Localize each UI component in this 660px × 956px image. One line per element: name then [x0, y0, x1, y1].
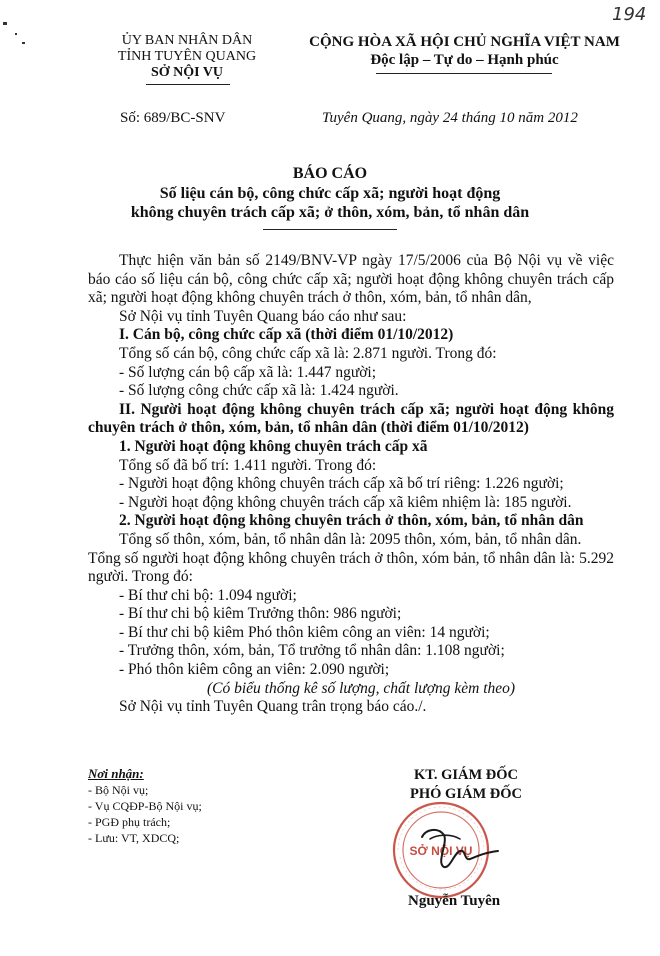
- national-motto: Độc lập – Tự do – Hạnh phúc: [370, 52, 559, 68]
- place-date: Tuyên Quang, ngày 24 tháng 10 năm 2012: [322, 110, 578, 126]
- recipient-item: - Bộ Nội vụ;: [88, 783, 149, 797]
- section-2-heading: II. Người hoạt động không chuyên trách cấp xã; người hoạt động không chuyên trách ở thôn, xóm, bản, tổ nhân dân (thời điểm 01/10/2012): [88, 400, 614, 437]
- section-2-2-item: - Trưởng thôn, xóm, bản, Tổ trưởng tổ nhân dân: 1.108 người;: [119, 642, 505, 660]
- recipient-item: - PGĐ phụ trách;: [88, 815, 171, 829]
- issuer-underline: [146, 84, 230, 85]
- report-intro: Sở Nội vụ tỉnh Tuyên Quang báo cáo như sau:: [119, 307, 407, 325]
- attachment-note: (Có biểu thống kê số lượng, chất lượng kèm theo): [206, 679, 516, 697]
- seal-text: SỞ NỘI VỤ: [409, 844, 473, 858]
- page-number: 194: [612, 4, 647, 25]
- national-title: CỘNG HÒA XÃ HỘI CHỦ NGHĨA VIỆT NAM: [309, 34, 620, 50]
- intro-paragraph: Thực hiện văn bản số 2149/BNV-VP ngày 17/5/2006 của Bộ Nội vụ về việc báo cáo số liệu cán bộ, công chức cấp xã; người hoạt động không chuyên trách cấp xã; người hoạt động không chuyên trách ở thôn, xóm, bản, tổ nhân dân,: [88, 252, 614, 307]
- recipients-block: [88, 766, 202, 846]
- signer-name: Nguyễn Tuyên: [408, 893, 501, 909]
- section-2-2-heading: 2. Người hoạt động không chuyên trách ở thôn, xóm, bản, tổ nhân dân: [119, 512, 584, 530]
- issuer-line-3: SỞ NỘI VỤ: [150, 65, 224, 80]
- section-1-item: - Số lượng công chức cấp xã là: 1.424 người.: [119, 382, 399, 400]
- section-2-2-item: - Bí thư chi bộ kiêm Phó thôn kiêm công an viên: 14 người;: [119, 623, 490, 641]
- report-subtitle-2: không chuyên trách cấp xã; ở thôn, xóm, bản, tổ nhân dân: [130, 204, 530, 221]
- national-motto-block: [297, 33, 632, 69]
- report-title: BÁO CÁO: [292, 165, 368, 182]
- section-2-1-item: - Người hoạt động không chuyên trách cấp xã kiêm nhiệm là: 185 người.: [119, 493, 572, 511]
- issuer-block: [92, 33, 282, 81]
- recipient-item: - Vụ CQĐP-Bộ Nội vụ;: [88, 799, 202, 813]
- section-1-total: Tổng số cán bộ, công chức cấp xã là: 2.871 người. Trong đó:: [119, 344, 497, 362]
- issuer-line-1: ỦY BAN NHÂN DÂN: [121, 33, 253, 48]
- scan-speck: [22, 42, 25, 44]
- document-number: Số: 689/BC-SNV: [120, 110, 226, 126]
- closing-line: Sở Nội vụ tỉnh Tuyên Quang trân trọng báo cáo./.: [119, 698, 427, 716]
- signer-position-2: PHÓ GIÁM ĐỐC: [410, 786, 522, 802]
- section-1-heading: I. Cán bộ, công chức cấp xã (thời điểm 01/10/2012): [119, 326, 454, 344]
- signer-position-1: KT. GIÁM ĐỐC: [413, 767, 519, 783]
- recipient-item: - Lưu: VT, XDCQ;: [88, 831, 180, 845]
- issuer-line-2: TỈNH TUYÊN QUANG: [117, 49, 257, 64]
- section-2-2-total-units: Tổng số thôn, xóm, bản, tổ nhân dân là: 2095 thôn, xóm, bản, tổ nhân dân.: [119, 530, 582, 548]
- section-2-2-item: - Bí thư chi bộ kiêm Trưởng thôn: 986 người;: [119, 605, 402, 623]
- scan-speck: [3, 22, 7, 25]
- scan-speck: [15, 33, 17, 35]
- report-subtitle-1: Số liệu cán bộ, công chức cấp xã; người hoạt động: [159, 185, 501, 202]
- section-1-item: - Số lượng cán bộ cấp xã là: 1.447 người;: [119, 363, 377, 381]
- section-2-2-total-people: Tổng số người hoạt động không chuyên trách ở thôn, xóm bản, tổ nhân dân là: 5.292 người. Trong đó:: [88, 549, 614, 586]
- section-2-1-item: - Người hoạt động không chuyên trách cấp xã bố trí riêng: 1.226 người;: [119, 475, 564, 493]
- section-2-1-heading: 1. Người hoạt động không chuyên trách cấp xã: [119, 437, 428, 455]
- section-2-2-item: - Phó thôn kiêm công an viên: 2.090 người;: [119, 661, 390, 679]
- section-2-2-item: - Bí thư chi bộ: 1.094 người;: [119, 586, 297, 604]
- official-seal: [386, 795, 516, 905]
- section-2-1-total: Tổng số đã bố trí: 1.411 người. Trong đó:: [119, 456, 377, 474]
- recipients-label: Nơi nhận:: [88, 766, 144, 781]
- motto-underline: [376, 73, 552, 74]
- title-underline: [263, 229, 397, 230]
- report-body: [88, 252, 614, 717]
